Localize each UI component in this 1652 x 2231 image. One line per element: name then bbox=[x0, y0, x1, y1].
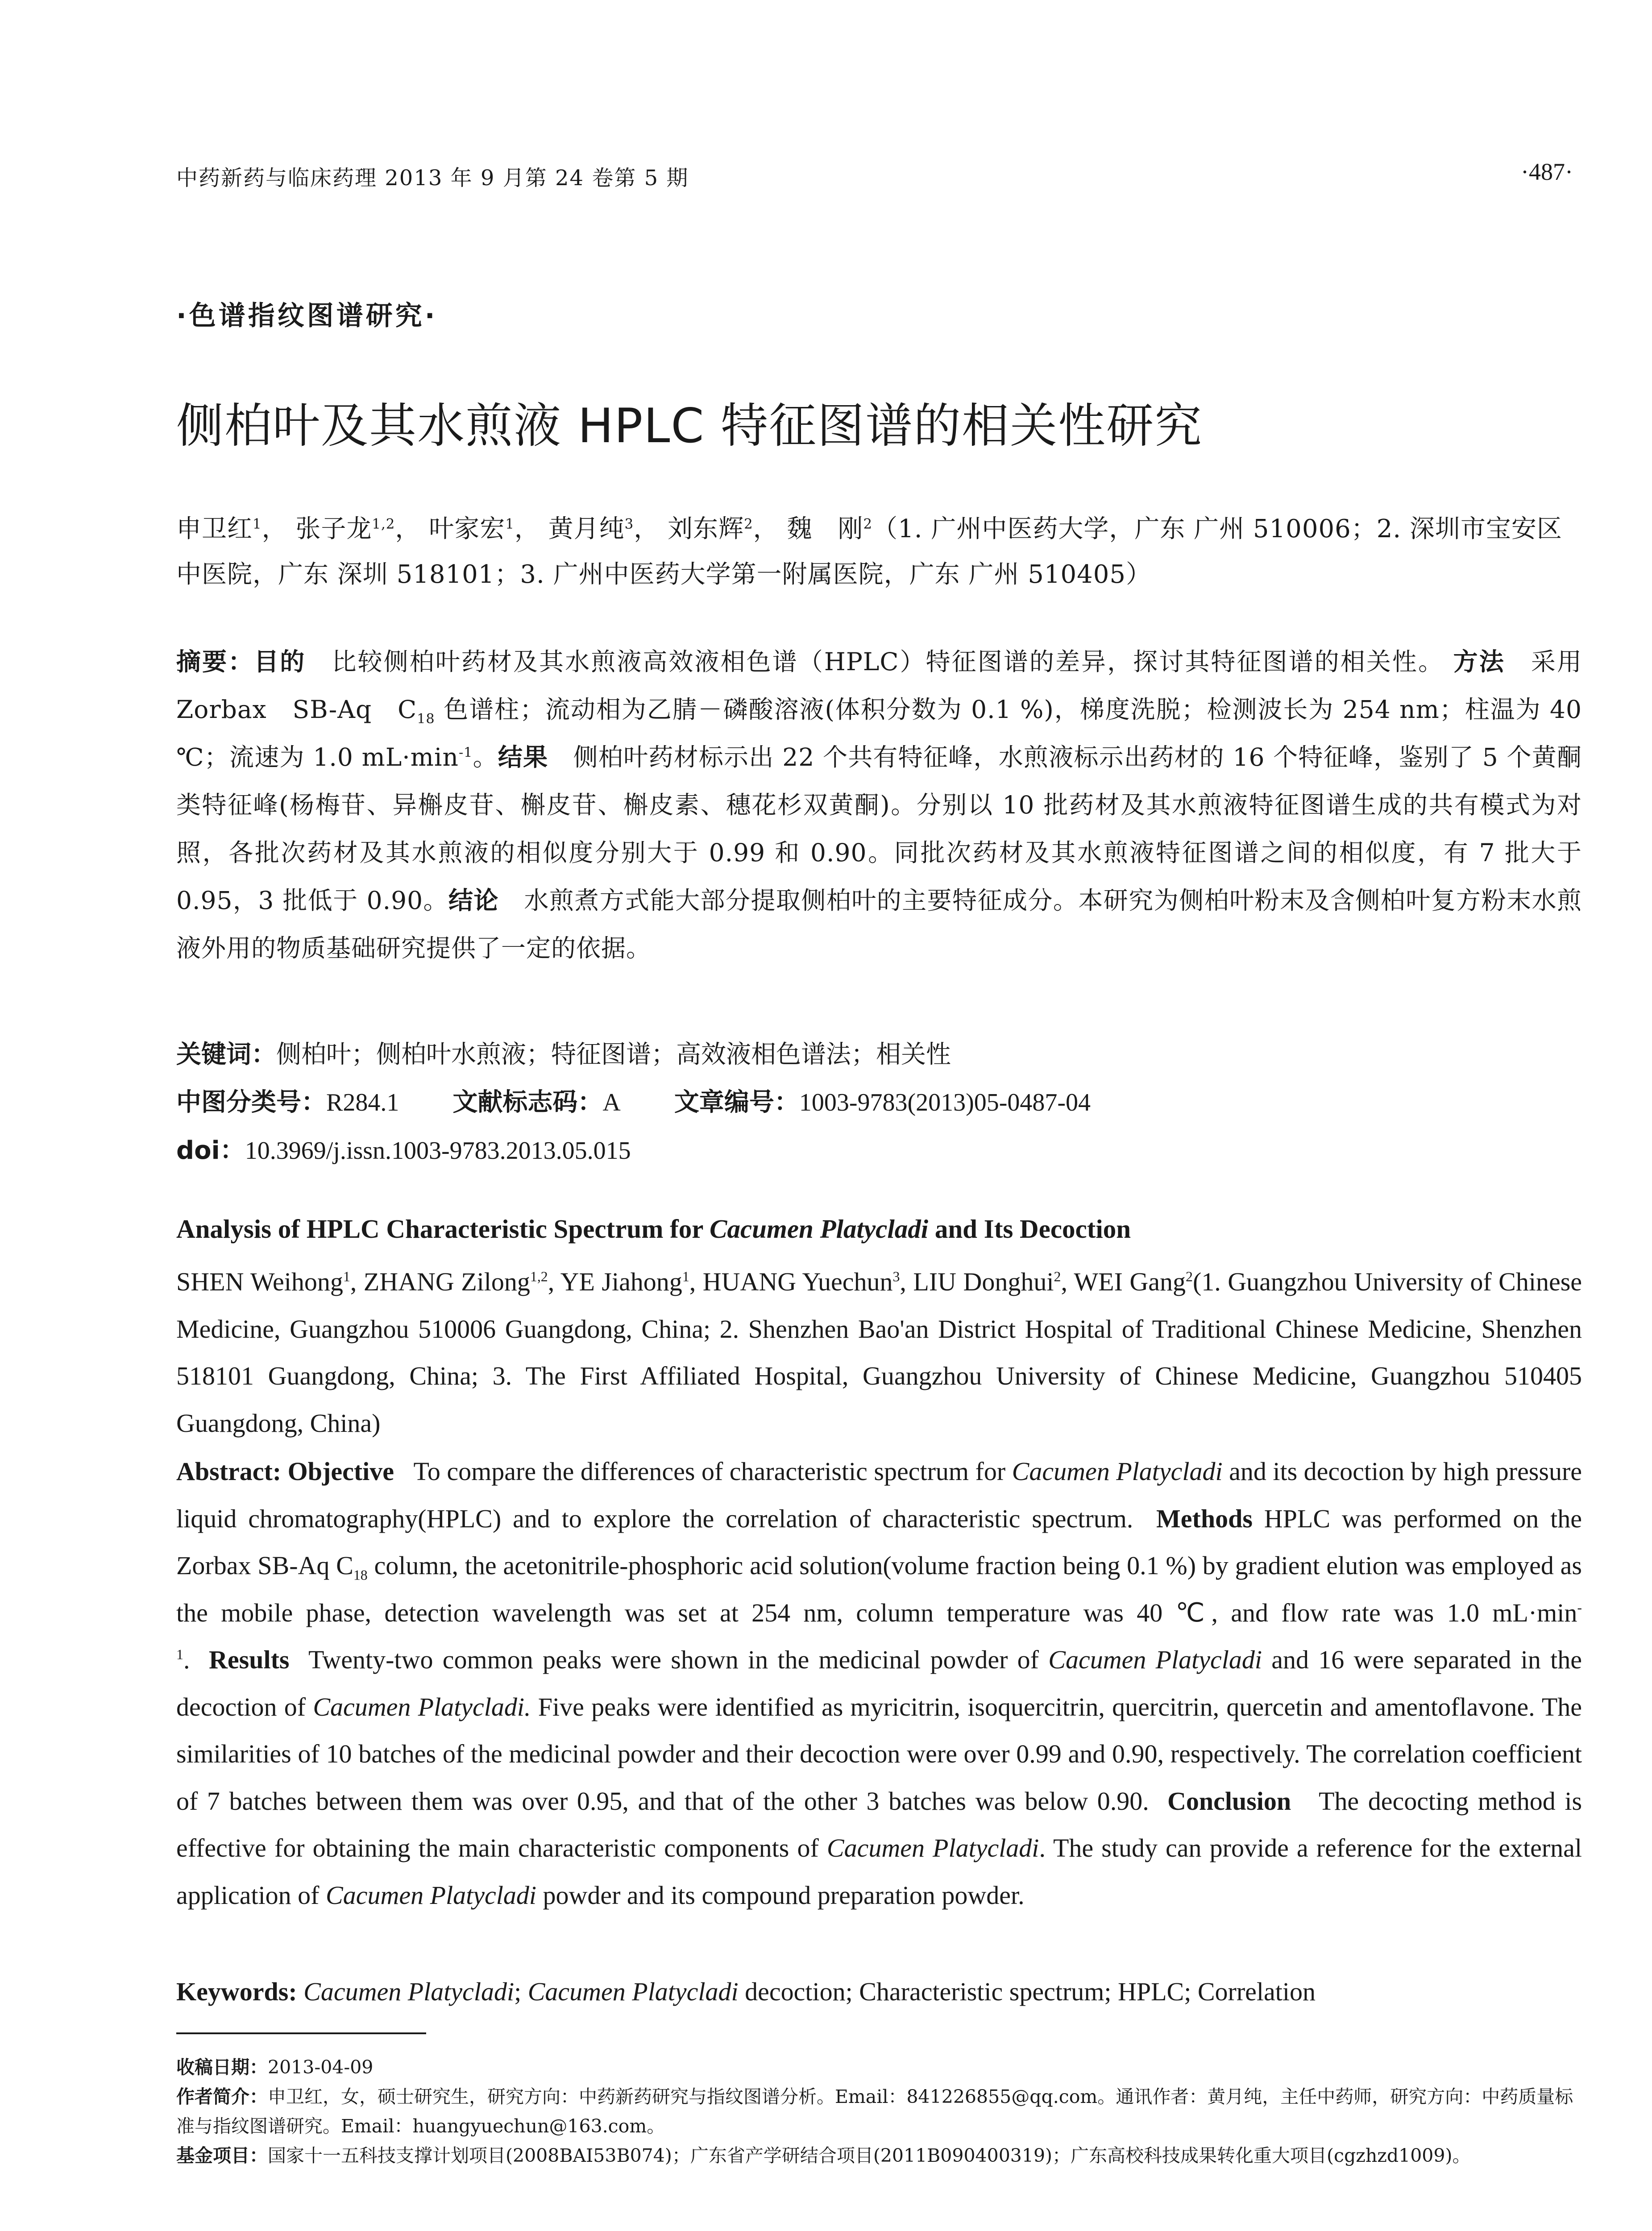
keyword-latin: Cacumen Platycladi bbox=[527, 1977, 739, 2006]
footnote-received bbox=[176, 2053, 1582, 2082]
methods-text-3: 。 bbox=[473, 743, 498, 771]
keywords-en-text: decoction; Characteristic spectrum; HPLC; Correlation bbox=[738, 1977, 1316, 2006]
author-affil-mark: 1,2 bbox=[530, 1269, 548, 1285]
conclusion-en-text-2: . The study can provide a reference for the external application of bbox=[176, 1833, 1582, 1910]
abstract-label: 摘要： bbox=[176, 647, 254, 676]
conclusion-en-text: The decocting method is effective for obtaining the main characteristic components of bbox=[176, 1786, 1582, 1862]
doi-value: 10.3969/j.issn.1003-9783.2013.05.015 bbox=[245, 1137, 631, 1165]
methods-superscript: -1 bbox=[458, 745, 473, 761]
footnote-author bbox=[176, 2082, 1582, 2141]
conclusion-en-text-3: powder and its compound preparation powder. bbox=[536, 1880, 1025, 1910]
abstract-en-label: Abstract: bbox=[176, 1457, 288, 1486]
abstract-en bbox=[176, 1448, 1582, 1919]
objective-label: 目的 bbox=[254, 647, 306, 676]
methods-en-text-2: column, the acetonitrile-phosphoric acid solution(volume fraction being 0.1 %) by gradient elution was employed as the mobile phase, detection wavelength was set at 254 nm, column temperature was 40 ℃, and flow rate was 1.0 mL·min bbox=[176, 1551, 1582, 1627]
author-en: HUANG Yuechun bbox=[702, 1267, 893, 1296]
author-affil-mark: 2 bbox=[1054, 1269, 1061, 1285]
methods-text: 采用 Zorbax SB-Aq C bbox=[176, 647, 1582, 724]
author-affil-mark: 1,2 bbox=[372, 516, 395, 532]
authors-en: SHEN Weihong$^1$, ZHANG Zilong$^{1,2}$, YE Jiahong$^1$, HUANG Yuechun$^3$, LIU Donghui$^2$, WEI Gang$^2$(1. Guangzhou University of Chinese Medicine, Guangzhou 510006 Guangdong, China; 2. Shenzhen Bao'an District Hospital of Traditional Chinese Medicine, Shenzhen 518101 Guangdong, China; 3. The First Affiliated Hospital, Guangzhou University of Chinese Medicine, Guangzhou 510405 Guangdong, China) bbox=[176, 1267, 1582, 1438]
author-cn: 魏 刚 bbox=[787, 514, 863, 543]
keywords-label: 关键词： bbox=[176, 1040, 276, 1069]
author-affil-mark: 1 bbox=[505, 516, 515, 532]
author-en: LIU Donghui bbox=[913, 1267, 1054, 1296]
footnotes bbox=[176, 2053, 1582, 2170]
methods-subscript: 18 bbox=[417, 711, 435, 727]
results-text: 侧柏叶药材标示出 22 个共有特征峰，水煎液标示出药材的 16 个特征峰，鉴别了 5 个黄酮类特征峰(杨梅苷、异槲皮苷、槲皮苷、槲皮素、穗花杉双黄酮)。分别以 10 批药材及其水煎液特征图谱生成的共有模式为对照，各批次药材及其水煎液的相似度分别大于 0.99 和 0.90。同批次药材及其水煎液特征图谱之间的相似度，有 7 批大于 0.95，3 批低于 0.90。 bbox=[176, 743, 1582, 915]
conclusion-label: 结论 bbox=[448, 886, 499, 915]
title-en-text-2: and Its Decoction bbox=[928, 1214, 1131, 1244]
doc-code-label: 文献标志码： bbox=[452, 1088, 603, 1117]
methods-en-text: HPLC was performed on the Zorbax SB-Aq C bbox=[176, 1504, 1582, 1580]
journal-info: 中药新药与临床药理 2013 年 9 月第 24 卷第 5 期 bbox=[176, 166, 689, 191]
article-no-label: 文章编号： bbox=[674, 1088, 799, 1117]
author-affil-mark: 1 bbox=[682, 1269, 689, 1285]
affiliations-en: (1. Guangzhou University of Chinese Medicine, Guangzhou 510006 Guangdong, China; 2. Shenzhen Bao'an District Hospital of Traditional Chinese Medicine, Shenzhen 518101 Guangdong, China; 3. The First Affiliated Hospital, Guangzhou University of Chinese Medicine, Guangzhou 510405 Guangdong, China) bbox=[176, 1267, 1582, 1438]
keywords-text: 侧柏叶；侧柏叶水煎液；特征图谱；高效液相色谱法；相关性 bbox=[276, 1040, 951, 1069]
clc-value: R284.1 bbox=[326, 1089, 399, 1116]
abstract-cn bbox=[176, 638, 1582, 972]
methods-label: 方法 bbox=[1453, 647, 1505, 676]
author-en: SHEN Weihong bbox=[176, 1267, 343, 1296]
results-en-label: Results bbox=[209, 1645, 290, 1674]
latin-name: Cacumen Platycladi bbox=[1048, 1645, 1262, 1674]
title-cn: 侧柏叶及其水煎液 HPLC 特征图谱的相关性研究 bbox=[176, 398, 1203, 453]
author-affil-mark: 1 bbox=[253, 516, 262, 532]
author-en: YE Jiahong bbox=[560, 1267, 682, 1296]
methods-en-subscript: 18 bbox=[353, 1567, 368, 1583]
title-en-latin: Cacumen Platycladi bbox=[710, 1214, 929, 1244]
objective-en-label: Objective bbox=[287, 1457, 394, 1486]
latin-name: Cacumen Platycladi bbox=[326, 1880, 536, 1910]
keywords-en-label: Keywords: bbox=[176, 1977, 304, 2006]
keywords-en bbox=[176, 1977, 1582, 2007]
author-affil-mark: 2 bbox=[744, 516, 753, 532]
author-affil-mark: 3 bbox=[624, 516, 634, 532]
author-affil-mark: 3 bbox=[892, 1269, 900, 1285]
methods-en-label: Methods bbox=[1156, 1504, 1253, 1533]
authors-cn: 申卫红$^1$， 张子龙$^{1,2}$， 叶家宏$^1$， 黄月纯$^3$， 刘东辉$^2$， 魏 刚$^2$（1. 广州中医药大学，广东 广州 510006；2. 深圳市宝安区中医院，广东 深圳 518101；3. 广州中医药大学第一附属医院，广东 广州 510405） bbox=[176, 514, 1562, 589]
received-date: 2013-04-09 bbox=[268, 2057, 374, 2078]
objective-en-text-2: and its decoction by high pressure liquid chromatography(HPLC) and to explore the correlation of characteristic spectrum. bbox=[176, 1457, 1582, 1533]
doi-row bbox=[176, 1127, 1582, 1175]
author-cn: 张子龙 bbox=[295, 514, 372, 543]
article-no-value: 1003-9783(2013)05-0487-04 bbox=[799, 1089, 1091, 1116]
results-label: 结果 bbox=[498, 743, 548, 771]
methods-text-2: 色谱柱；流动相为乙腈－磷酸溶液(体积分数为 0.1 %)，梯度洗脱；检测波长为 254 nm；柱温为 40 ℃；流速为 1.0 mL·min bbox=[176, 695, 1582, 771]
results-en-text: Twenty-two common peaks were shown in the medicinal powder of bbox=[308, 1645, 1049, 1674]
article-meta bbox=[176, 1031, 1582, 1175]
title-en-text: Analysis of HPLC Characteristic Spectrum for bbox=[176, 1214, 710, 1244]
methods-en-text-3: . bbox=[183, 1645, 190, 1674]
keyword-sep: ; bbox=[514, 1977, 528, 2006]
author-en: WEI Gang bbox=[1074, 1267, 1186, 1296]
classification-row bbox=[176, 1078, 1582, 1127]
received-label: 收稿日期： bbox=[176, 2057, 268, 2078]
footnote-fund bbox=[176, 2141, 1582, 2170]
footnote-divider bbox=[176, 2032, 426, 2034]
author-cn: 叶家宏 bbox=[429, 514, 506, 543]
affiliations-cn: （1. 广州中医药大学，广东 广州 510006；2. 深圳市宝安区中医院，广东 深圳 518101；3. 广州中医药大学第一附属医院，广东 广州 510405） bbox=[176, 514, 1562, 589]
author-cn: 黄月纯 bbox=[548, 514, 625, 543]
keywords-cn bbox=[176, 1031, 1582, 1078]
latin-name: Cacumen Platycladi. bbox=[313, 1692, 531, 1721]
author-bio-text: 申卫红，女，硕士研究生，研究方向：中药新药研究与指纹图谱分析。Email：841226855@qq.com。通讯作者：黄月纯，主任中药师，研究方向：中药质量标准与指纹图谱研究。Email：huangyuechun@163.com。 bbox=[176, 2086, 1573, 2137]
author-affil-mark: 2 bbox=[863, 516, 873, 532]
clc-label: 中图分类号： bbox=[176, 1088, 326, 1117]
author-cn: 申卫红 bbox=[176, 514, 253, 543]
keyword-latin: Cacumen Platycladi bbox=[303, 1977, 515, 2006]
author-en: ZHANG Zilong bbox=[363, 1267, 530, 1296]
doi-label: doi： bbox=[176, 1136, 245, 1165]
section-label: ·色谱指纹图谱研究· bbox=[176, 300, 438, 332]
latin-name: Cacumen Platycladi bbox=[826, 1833, 1039, 1862]
author-affil-mark: 1 bbox=[343, 1269, 350, 1285]
author-bio-label: 作者简介： bbox=[176, 2086, 268, 2107]
results-en-text-2: and 16 were separated in the decoction of bbox=[176, 1645, 1582, 1721]
page-number: ·487· bbox=[1521, 158, 1573, 185]
objective-text: 比较侧柏叶药材及其水煎液高效液相色谱（HPLC）特征图谱的差异，探讨其特征图谱的相关性。 bbox=[332, 647, 1444, 676]
running-header bbox=[176, 158, 1573, 192]
objective-en-text: To compare the differences of characteristic spectrum for bbox=[413, 1457, 1012, 1486]
author-cn: 刘东辉 bbox=[668, 514, 744, 543]
conclusion-en-label: Conclusion bbox=[1167, 1786, 1291, 1816]
author-affil-mark: 2 bbox=[1185, 1269, 1193, 1285]
title-en bbox=[176, 1214, 1582, 1244]
fund-label: 基金项目： bbox=[176, 2145, 268, 2166]
results-en-text-3: Five peaks were identified as myricitrin, isoquercitrin, quercitrin, quercetin and amentoflavone. The similarities of 10 batches of the medicinal powder and their decoction were over 0.99 and 0.90, respectively. The correlation coefficient of 7 batches between them was over 0.95, and that of the other 3 batches was below 0.90. bbox=[176, 1692, 1582, 1816]
latin-name: Cacumen Platycladi bbox=[1012, 1457, 1223, 1486]
doc-code-value: A bbox=[602, 1089, 621, 1116]
methods-en-superscript: -1 bbox=[176, 1600, 1582, 1663]
conclusion-text: 水煎煮方式能大部分提取侧柏叶的主要特征成分。本研究为侧柏叶粉末及含侧柏叶复方粉末水煎液外用的物质基础研究提供了一定的依据。 bbox=[176, 886, 1582, 962]
fund-text: 国家十一五科技支撑计划项目(2008BAI53B074)；广东省产学研结合项目(2011B090400319)；广东高校科技成果转化重大项目(cgzhzd1009)。 bbox=[268, 2145, 1471, 2166]
